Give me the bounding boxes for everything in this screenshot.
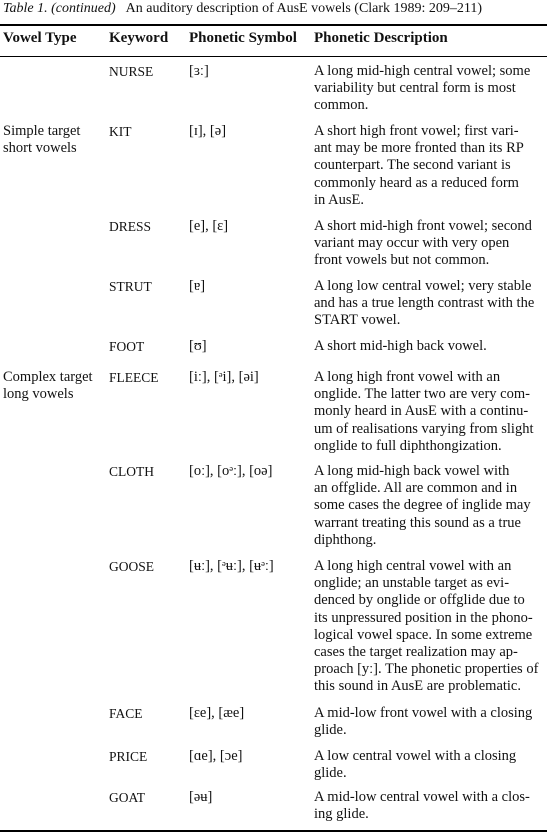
description-line: proach [yː]. The phonetic properties of	[314, 661, 539, 678]
description-line: logical vowel space. In some extreme	[314, 626, 533, 643]
bottom-rule	[0, 830, 547, 832]
description-line: A long high front vowel with an	[314, 369, 501, 385]
description-line: A short mid-high front vowel; second	[314, 218, 532, 234]
phonetic-symbol-cell: [ɑe], [ɔe]	[189, 748, 243, 764]
phonetic-symbol-cell: [oː], [oᵊː], [oə]	[189, 463, 273, 479]
keyword-cell: KIT	[109, 124, 132, 139]
phonetic-symbol-cell: [e], [ɛ]	[189, 218, 229, 234]
description-line: glide.	[314, 722, 347, 739]
phonetic-description-cell	[314, 278, 544, 330]
description-line: cases the target realization may ap-	[314, 644, 518, 661]
header-rule	[0, 56, 547, 57]
description-line: this sound in AusE are problematic.	[314, 678, 521, 695]
description-line: A long high central vowel with an	[314, 558, 512, 574]
description-line: onglide to full diphthongization.	[314, 437, 502, 454]
phonetic-description-cell	[314, 218, 544, 270]
description-line: um of realisations varying from slight	[314, 420, 534, 437]
phonetic-description-cell	[314, 748, 544, 782]
keyword-cell: GOOSE	[109, 559, 155, 574]
header-vowel-type: Vowel Type	[3, 30, 77, 46]
header-keyword: Keyword	[109, 30, 169, 46]
phonetic-description-cell	[314, 463, 544, 549]
vowel-type-cell	[3, 123, 107, 157]
description-line: commonly heard as a reduced form	[314, 174, 519, 191]
keyword-cell: DRESS	[109, 219, 152, 234]
description-line: monly heard in AusE with a continu-	[314, 403, 529, 420]
description-line: A long low central vowel; very stable	[314, 278, 532, 294]
keyword-cell: NURSE	[109, 64, 154, 79]
phonetic-description-cell	[314, 369, 544, 455]
phonetic-symbol-cell: [ɪ], [ə]	[189, 123, 227, 139]
header-phonetic-symbol: Phonetic Symbol	[189, 30, 297, 46]
keyword-cell: FOOT	[109, 339, 145, 354]
description-line: A mid-low front vowel with a closing	[314, 705, 533, 721]
vowel-type-line: Simple target	[3, 123, 81, 139]
description-line: variant may occur with very open	[314, 235, 510, 252]
caption-label: Table 1. (continued)	[3, 1, 116, 16]
description-line: variability but central form is most	[314, 80, 516, 97]
description-line: its unpressured position in the phono-	[314, 609, 533, 626]
keyword-cell: PRICE	[109, 749, 148, 764]
description-line: warrant treating this sound as a true	[314, 514, 521, 531]
description-line: some cases the degree of inglide may	[314, 497, 531, 514]
phonetic-description-cell	[314, 789, 544, 823]
keyword-cell: FLEECE	[109, 370, 159, 385]
description-line: front vowels but not common.	[314, 252, 490, 269]
description-line: an offglide. All are common and in	[314, 480, 518, 497]
table-header	[0, 30, 547, 50]
description-line: A mid-low central vowel with a clos-	[314, 789, 530, 805]
description-line: ing glide.	[314, 806, 369, 823]
caption-title: An auditory description of AusE vowels (Clark 1989: 209–211)	[125, 1, 483, 16]
description-line: and has a true length contrast with the	[314, 295, 535, 312]
description-line: onglide. The latter two are very com-	[314, 386, 530, 403]
description-line: glide.	[314, 765, 347, 782]
table-caption	[3, 0, 482, 17]
header-phonetic-description: Phonetic Description	[314, 30, 448, 46]
phonetic-description-cell	[314, 705, 544, 739]
description-line: diphthong.	[314, 531, 377, 548]
description-line: A short high front vowel; first vari-	[314, 123, 519, 139]
description-line: common.	[314, 97, 369, 114]
phonetic-symbol-cell: [əʉ]	[189, 789, 213, 805]
phonetic-description-cell	[314, 123, 544, 209]
phonetic-description-cell	[314, 558, 544, 696]
description-line: in AusE.	[314, 191, 364, 208]
description-line: A short mid-high back vowel.	[314, 338, 487, 354]
phonetic-description-cell	[314, 63, 544, 115]
vowel-type-line: short vowels	[3, 140, 77, 157]
description-line: A low central vowel with a closing	[314, 748, 517, 764]
phonetic-description-cell	[314, 338, 544, 355]
keyword-cell: STRUT	[109, 279, 152, 294]
top-rule	[0, 24, 547, 26]
phonetic-symbol-cell: [iː], [ᵊi], [əi]	[189, 369, 259, 385]
keyword-cell: FACE	[109, 706, 143, 721]
keyword-cell: GOAT	[109, 790, 145, 805]
description-line: START vowel.	[314, 312, 401, 329]
description-line: ant may be more fronted than its RP	[314, 140, 524, 157]
description-line: onglide; an unstable target as evi-	[314, 575, 510, 592]
description-line: denced by onglide or offglide due to	[314, 592, 525, 609]
vowel-type-cell	[3, 369, 107, 403]
phonetic-symbol-cell: [ɜː]	[189, 63, 209, 79]
phonetic-symbol-cell: [ɛe], [æe]	[189, 705, 245, 721]
phonetic-symbol-cell: [ɐ]	[189, 278, 206, 294]
phonetic-symbol-cell: [ʊ]	[189, 338, 207, 354]
description-line: counterpart. The second variant is	[314, 157, 511, 174]
vowel-type-line: long vowels	[3, 386, 74, 403]
description-line: A long mid-high central vowel; some	[314, 63, 531, 79]
vowel-type-line: Complex target	[3, 369, 93, 385]
phonetic-symbol-cell: [ʉː], [ᵊʉː], [ʉᵊː]	[189, 558, 274, 574]
description-line: A long mid-high back vowel with	[314, 463, 510, 479]
keyword-cell: CLOTH	[109, 464, 154, 479]
